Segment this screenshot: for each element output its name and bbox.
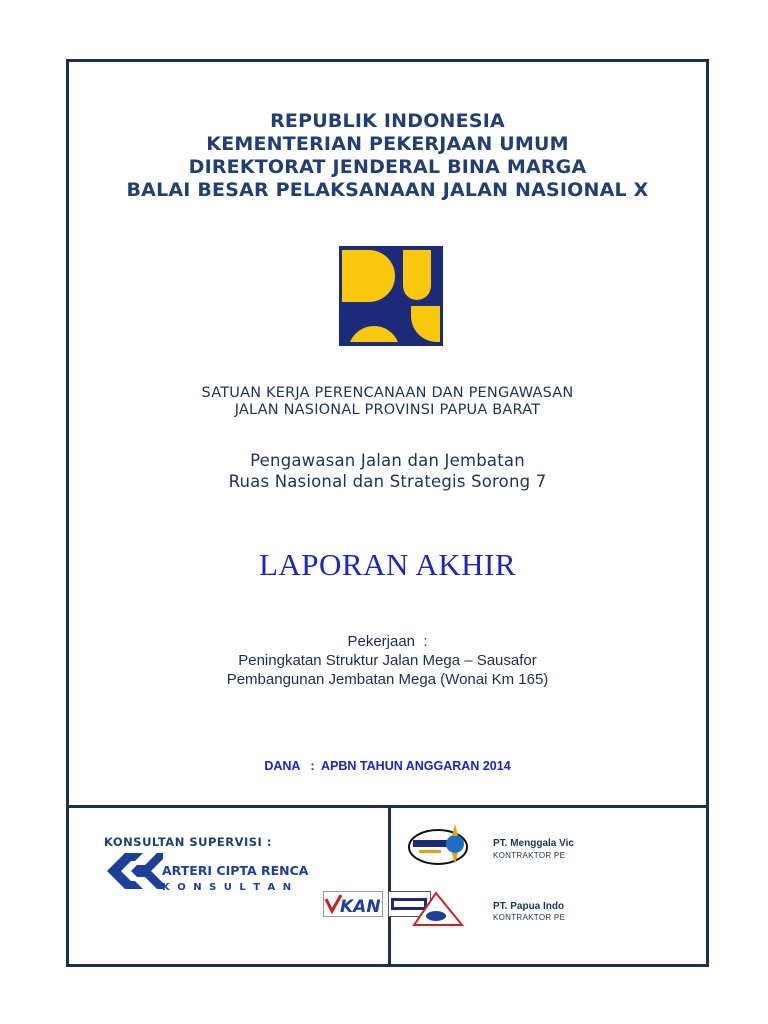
consultant-label: KONSULTAN SUPERVISI : bbox=[104, 835, 272, 849]
svg-text:KAN: KAN bbox=[340, 897, 381, 917]
work-line-1: Peningkatan Struktur Jalan Mega – Sausafor bbox=[238, 652, 537, 669]
work-line-2: Pembangunan Jembatan Mega (Wonai Km 165) bbox=[226, 671, 549, 688]
safety-logo-icon bbox=[412, 891, 464, 929]
work-description bbox=[69, 632, 706, 689]
menggala-logo-icon bbox=[405, 822, 471, 872]
header-line-1: REPUBLIK INDONESIA bbox=[270, 110, 505, 132]
vertical-divider bbox=[388, 808, 391, 964]
header-line-3: DIREKTORAT JENDERAL BINA MARGA bbox=[188, 156, 587, 178]
ministry-header bbox=[69, 110, 706, 202]
kan-logo-icon bbox=[323, 891, 383, 917]
pu-logo-icon bbox=[339, 246, 443, 346]
satker-line-1: SATUAN KERJA PERENCANAAN DAN PENGAWASAN bbox=[201, 385, 574, 401]
project-line-1: Pengawasan Jalan dan Jembatan bbox=[250, 451, 525, 470]
satker-line-2: JALAN NASIONAL PROVINSI PAPUA BARAT bbox=[234, 402, 541, 418]
document-frame bbox=[66, 59, 709, 967]
report-title: LAPORAN AKHIR bbox=[258, 547, 517, 582]
header-line-2: KEMENTERIAN PEKERJAAN UMUM bbox=[206, 133, 569, 155]
work-label: Pekerjaan : bbox=[347, 633, 428, 650]
work-unit bbox=[69, 385, 706, 419]
consultant-name: ARTERI CIPTA RENCA bbox=[162, 863, 309, 878]
contractor-name-1: PT. Menggala Vic bbox=[493, 838, 574, 849]
project-line-2: Ruas Nasional dan Strategis Sorong 7 bbox=[228, 472, 547, 491]
funding-source: DANA : APBN TAHUN ANGGARAN 2014 bbox=[264, 759, 511, 773]
project-title bbox=[69, 450, 706, 492]
arteri-logo-icon bbox=[105, 852, 165, 890]
consultant-subline: K O N S U L T A N bbox=[162, 882, 294, 893]
contractor-role-2: KONTRAKTOR PE bbox=[493, 913, 566, 922]
header-line-4: BALAI BESAR PELAKSANAAN JALAN NASIONAL X bbox=[126, 179, 649, 201]
contractor-name-2: PT. Papua Indo bbox=[493, 901, 565, 912]
contractor-role-1: KONTRAKTOR PE bbox=[493, 851, 566, 860]
